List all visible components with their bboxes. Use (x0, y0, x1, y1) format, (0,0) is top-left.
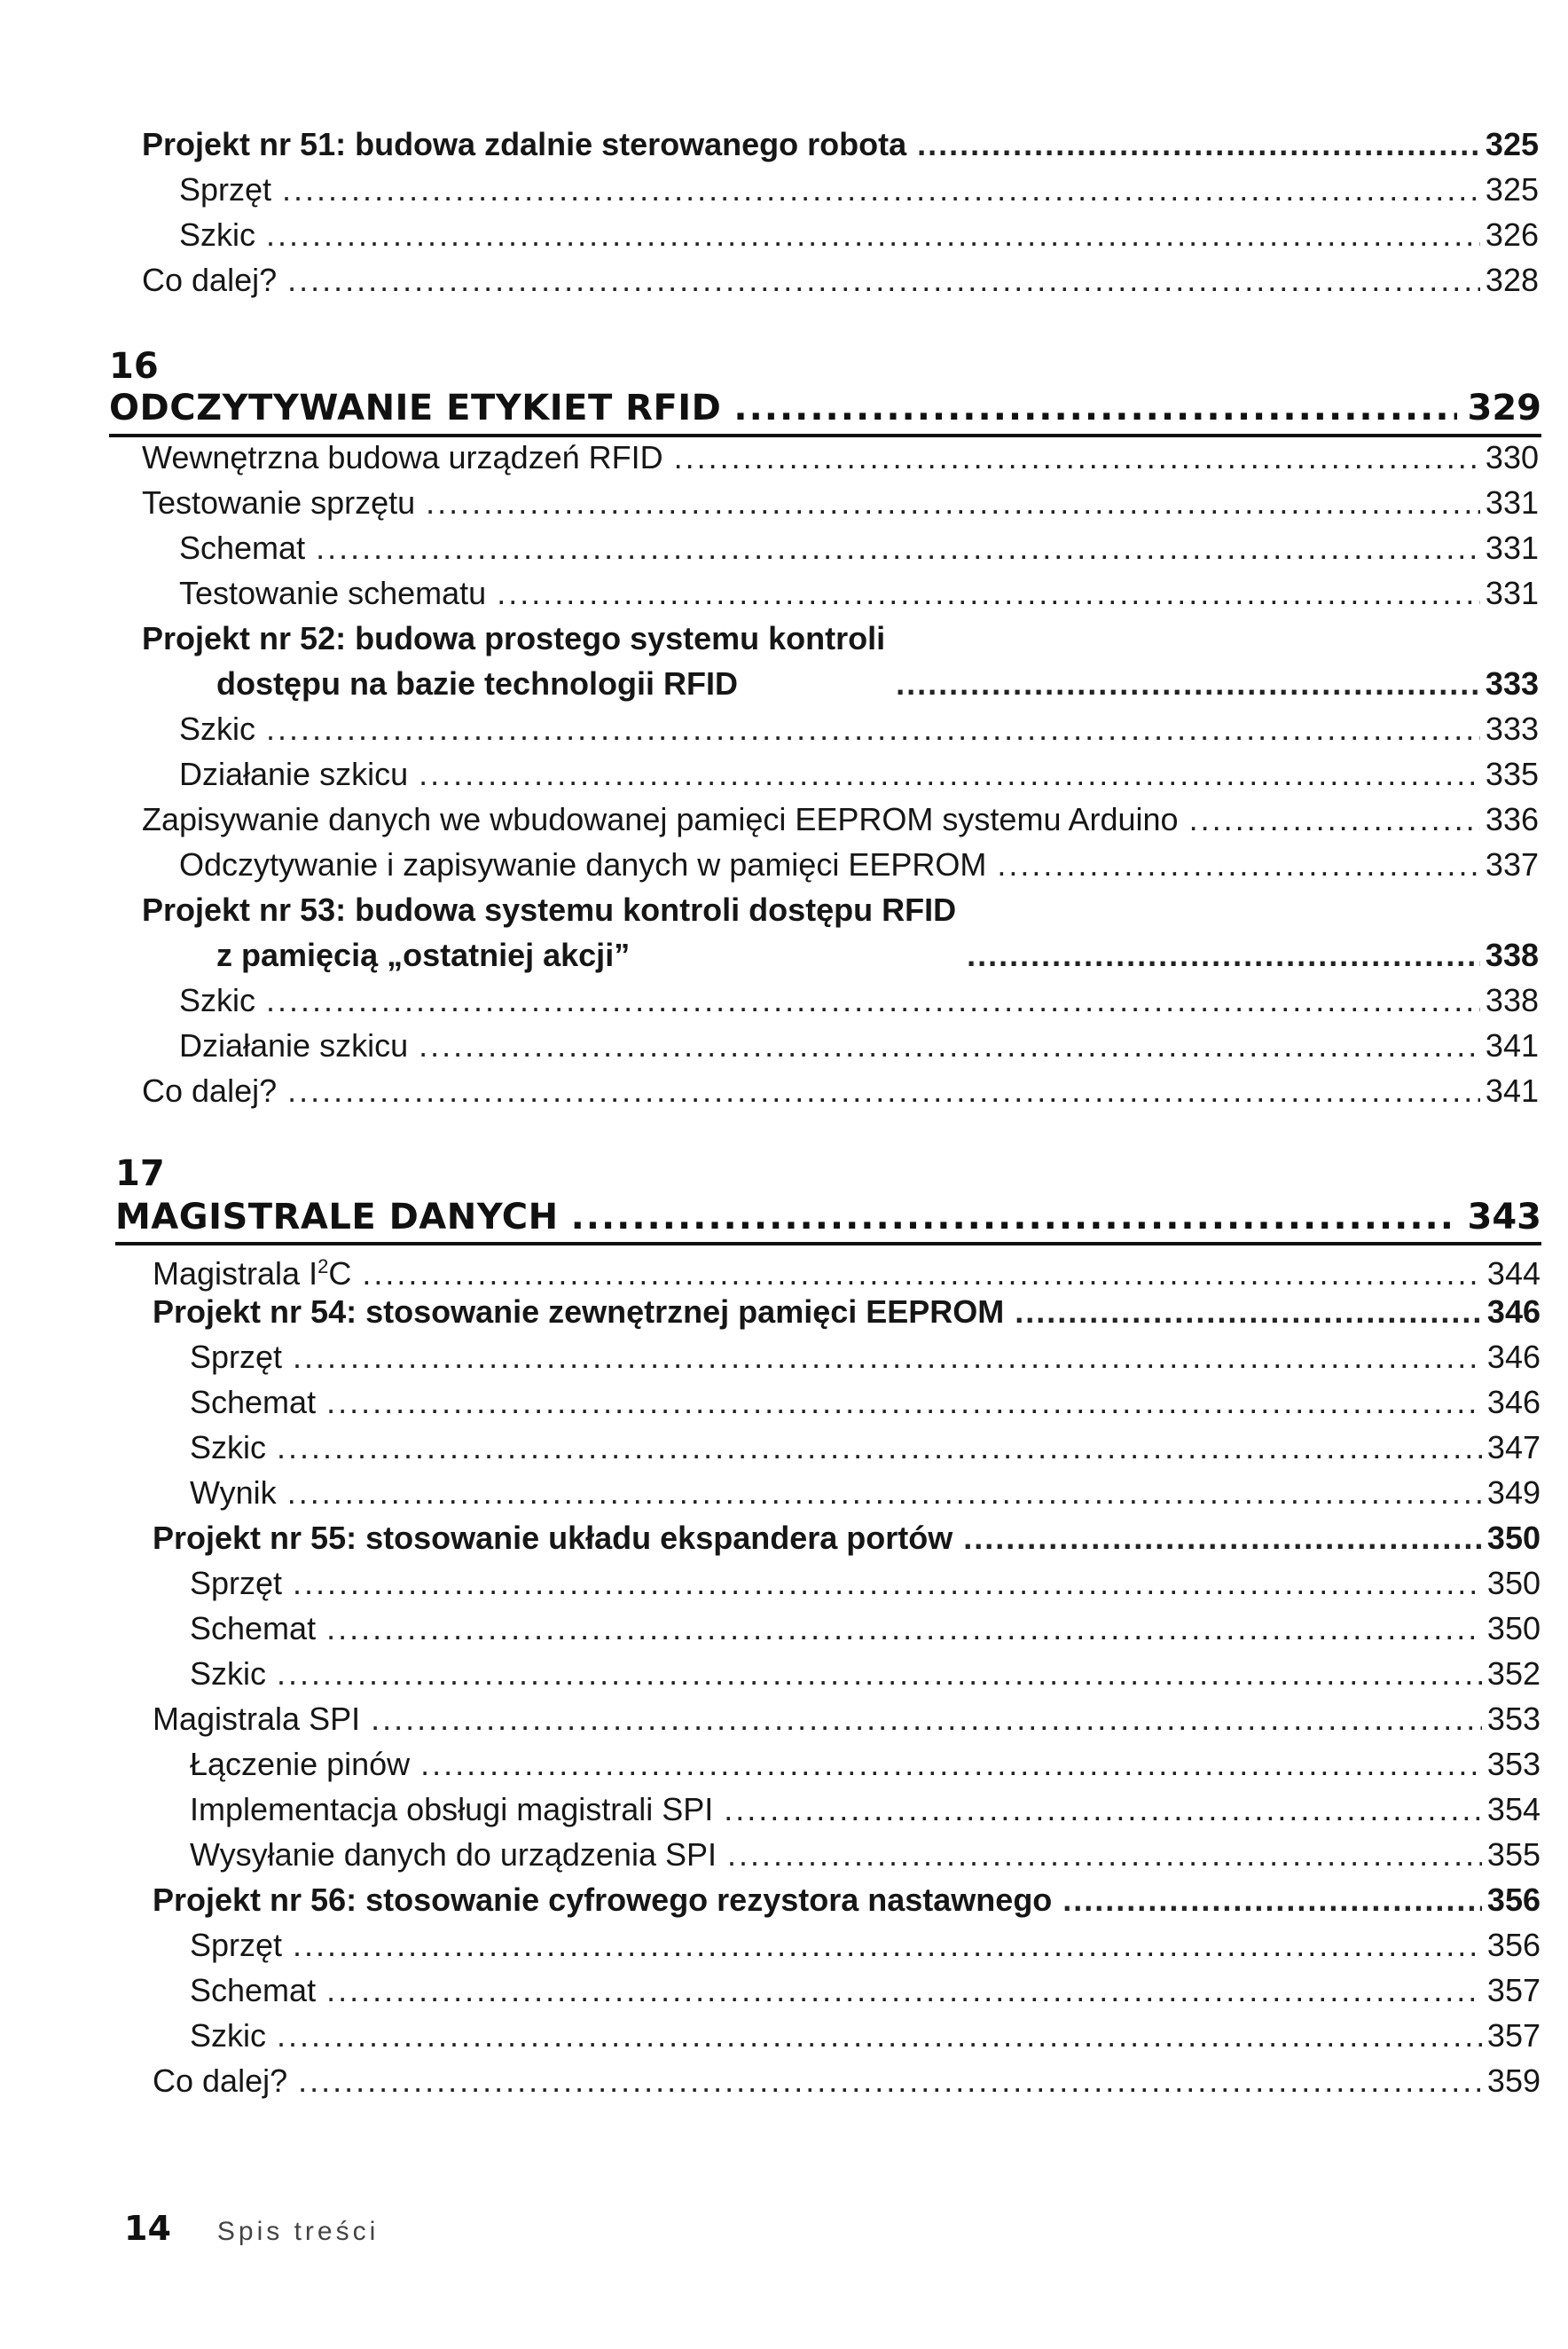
leader-dots (298, 2058, 1482, 2103)
leader-dots (426, 480, 1480, 525)
entry-title: Sprzęt (179, 171, 272, 208)
entry-title: Sprzęt (190, 1565, 283, 1601)
leader-dots (420, 1741, 1482, 1787)
entry-title: Szkic (190, 2017, 267, 2054)
leader-dots (967, 932, 1480, 978)
chapter-17-number: 17 (115, 1153, 165, 1194)
entry-title: Działanie szkicu (179, 1027, 409, 1064)
entry-title-line-1: Projekt nr 52: budowa prostego systemu kontroli (142, 620, 886, 656)
entry-title: Szkic (179, 216, 256, 253)
entry-page: 359 (1486, 2062, 1541, 2099)
toc-entry[interactable] (142, 797, 1539, 842)
entry-page: 353 (1486, 1701, 1541, 1737)
leader-dots (266, 212, 1480, 257)
toc-entry[interactable] (153, 1651, 1541, 1696)
leader-dots (917, 122, 1480, 167)
leader-dots (497, 570, 1480, 616)
entry-title: Projekt nr 55: stosowanie układu ekspandera portów (153, 1520, 953, 1556)
entry-page: 331 (1485, 530, 1539, 566)
toc-entry[interactable] (142, 842, 1539, 887)
toc-entry[interactable] (153, 1922, 1541, 1968)
toc-entry-project-53[interactable] (142, 887, 1539, 978)
entry-page: 331 (1485, 484, 1539, 521)
leader-dots (997, 842, 1480, 887)
leader-dots (326, 1606, 1482, 1651)
leader-dots (419, 751, 1480, 797)
entry-title: Odczytywanie i zapisywanie danych w pamięci EEPROM (179, 846, 987, 883)
entry-title: Schemat (190, 1384, 317, 1420)
entry-page: 354 (1486, 1791, 1541, 1827)
chapter-title: MAGISTRALE DANYCH (115, 1197, 559, 1237)
entry-title: Szkic (190, 1429, 267, 1465)
toc-entry[interactable] (153, 1560, 1541, 1606)
toc-entry[interactable] (153, 2013, 1541, 2058)
entry-title: Szkic (179, 982, 256, 1018)
entry-title-part: Magistrala I (153, 1255, 318, 1292)
toc-entry[interactable] (153, 1832, 1541, 1877)
entry-title: Co dalej? (142, 1072, 278, 1109)
leader-dots (277, 1425, 1482, 1470)
toc-entry[interactable] (142, 435, 1539, 480)
entry-title: Co dalej? (142, 262, 278, 298)
entry-page: 353 (1486, 1746, 1541, 1782)
entry-page: 344 (1486, 1255, 1541, 1292)
entry-page: 331 (1485, 575, 1539, 611)
leader-dots (282, 167, 1480, 212)
toc-entry[interactable] (142, 751, 1539, 797)
leader-dots (674, 435, 1480, 480)
entry-title: Projekt nr 56: stosowanie cyfrowego rezystora nastawnego (153, 1882, 1053, 1918)
entry-page: 357 (1486, 1972, 1541, 2008)
entry-page: 350 (1486, 1520, 1541, 1556)
entry-page: 335 (1485, 756, 1539, 792)
leader-dots (287, 257, 1480, 302)
leader-dots (1015, 1289, 1482, 1334)
entry-page: 350 (1486, 1610, 1541, 1646)
entry-title: Magistrala SPI (153, 1701, 361, 1737)
toc-entry[interactable] (153, 1379, 1541, 1425)
leader-dots (963, 1515, 1482, 1560)
entry-page: 352 (1486, 1655, 1541, 1692)
toc-entry[interactable] (142, 167, 1539, 212)
entry-title: Szkic (179, 711, 256, 747)
chapter-17-title-row[interactable] (115, 1190, 1541, 1244)
toc-entry[interactable] (153, 1787, 1541, 1832)
leader-dots (277, 2013, 1482, 2058)
entry-page: 356 (1486, 1927, 1541, 1963)
toc-entry[interactable] (153, 1334, 1541, 1379)
entry-page: 337 (1485, 846, 1539, 883)
leader-dots (266, 706, 1480, 751)
entry-page: 326 (1485, 216, 1539, 253)
entry-page: 356 (1486, 1882, 1541, 1918)
toc-section-continuation (142, 122, 1539, 302)
leader-dots (371, 1696, 1482, 1741)
toc-entry[interactable] (142, 978, 1539, 1023)
toc-section-chapter-16 (142, 435, 1539, 1113)
toc-entry-project-52[interactable] (142, 616, 1539, 706)
entry-page: 346 (1486, 1339, 1541, 1375)
toc-entry[interactable] (142, 257, 1539, 302)
leader-dots (287, 1068, 1480, 1113)
leader-dots (733, 381, 1456, 435)
toc-entry[interactable] (142, 525, 1539, 570)
page-footer (124, 2209, 379, 2248)
toc-entry[interactable] (153, 2058, 1541, 2103)
toc-entry-project-54[interactable] (153, 1289, 1541, 1334)
entry-page: 346 (1486, 1293, 1541, 1330)
entry-page: 341 (1485, 1027, 1539, 1064)
entry-title: Schemat (190, 1972, 317, 2008)
toc-entry[interactable] (142, 1068, 1539, 1113)
toc-entry[interactable] (142, 480, 1539, 525)
entry-title: Schemat (190, 1610, 317, 1646)
toc-entry[interactable] (153, 1244, 1541, 1292)
entry-title-wrap (142, 887, 956, 978)
entry-page: 357 (1486, 2017, 1541, 2054)
entry-title: Wewnętrzna budowa urządzeń RFID (142, 439, 663, 475)
entry-title: Łączenie pinów (190, 1746, 411, 1782)
entry-page: 338 (1485, 982, 1539, 1018)
entry-page: 349 (1486, 1474, 1541, 1511)
entry-title: Projekt nr 51: budowa zdalnie sterowanego robota (142, 126, 907, 162)
chapter-page: 343 (1467, 1197, 1541, 1237)
entry-page: 328 (1485, 262, 1539, 298)
toc-entry-project-51[interactable] (142, 122, 1539, 167)
entry-title: Sprzęt (190, 1927, 283, 1963)
leader-dots (1189, 797, 1480, 842)
entry-title-line-1: Projekt nr 53: budowa systemu kontroli dostępu RFID (142, 892, 957, 928)
toc-entry[interactable] (142, 570, 1539, 616)
entry-title: Co dalej? (153, 2062, 288, 2099)
chapter-16-number: 16 (109, 346, 159, 387)
leader-dots (1062, 1877, 1482, 1922)
leader-dots (277, 1651, 1482, 1696)
entry-title-line-2: dostępu na bazie technologii RFID (216, 665, 739, 702)
entry-page: 347 (1486, 1429, 1541, 1465)
toc-entry[interactable] (142, 1023, 1539, 1068)
leader-dots (316, 525, 1480, 570)
entry-title: Schemat (179, 530, 306, 566)
toc-section-chapter-17 (153, 1244, 1541, 2103)
footer-page-number: 14 (124, 2209, 171, 2248)
entry-title: Szkic (190, 1655, 267, 1692)
entry-title: Wynik (190, 1474, 277, 1511)
leader-dots (724, 1787, 1482, 1832)
toc-entry[interactable] (153, 1425, 1541, 1470)
toc-entry[interactable] (153, 1606, 1541, 1651)
leader-dots (287, 1470, 1482, 1515)
chapter-title: ODCZYTYWANIE ETYKIET RFID (109, 388, 722, 428)
entry-page: 325 (1485, 126, 1539, 162)
entry-title: Testowanie sprzętu (142, 484, 416, 521)
entry-title: Wysyłanie danych do urządzenia SPI (190, 1836, 717, 1873)
toc-entry[interactable] (153, 1470, 1541, 1515)
toc-entry-project-56[interactable] (153, 1877, 1541, 1922)
entry-page: 330 (1485, 439, 1539, 475)
leader-dots (326, 1379, 1482, 1425)
entry-page: 325 (1485, 171, 1539, 208)
leader-dots (571, 1190, 1457, 1244)
leader-dots (896, 661, 1480, 706)
footer-label: Spis treści (216, 2217, 380, 2246)
entry-title: Projekt nr 54: stosowanie zewnętrznej pamięci EEPROM (153, 1293, 1005, 1330)
leader-dots (266, 978, 1480, 1023)
entry-title: Testowanie schematu (179, 575, 487, 611)
leader-dots (293, 1334, 1482, 1379)
toc-entry[interactable] (142, 706, 1539, 751)
toc-entry[interactable] (153, 1968, 1541, 2013)
entry-title: Zapisywanie danych we wbudowanej pamięci EEPROM systemu Arduino (142, 801, 1179, 837)
toc-entry[interactable] (153, 1741, 1541, 1787)
entry-title: Działanie szkicu (179, 756, 409, 792)
toc-entry[interactable] (142, 212, 1539, 257)
chapter-16-title-row[interactable] (109, 381, 1541, 435)
leader-dots (293, 1922, 1482, 1968)
entry-page: 338 (1485, 937, 1539, 973)
entry-page: 336 (1485, 801, 1539, 837)
entry-page: 333 (1485, 711, 1539, 747)
entry-page: 333 (1485, 665, 1539, 702)
toc-entry[interactable] (153, 1696, 1541, 1741)
entry-title-part: C (328, 1255, 352, 1292)
entry-page: 341 (1485, 1072, 1539, 1109)
leader-dots (293, 1560, 1482, 1606)
leader-dots (326, 1968, 1482, 2013)
toc-entry-project-55[interactable] (153, 1515, 1541, 1560)
entry-page: 346 (1486, 1384, 1541, 1420)
superscript: 2 (318, 1255, 329, 1277)
entry-page: 355 (1486, 1836, 1541, 1873)
chapter-page: 329 (1467, 388, 1541, 428)
entry-page: 350 (1486, 1565, 1541, 1601)
leader-dots (727, 1832, 1482, 1877)
leader-dots (419, 1023, 1480, 1068)
entry-title: Implementacja obsługi magistrali SPI (190, 1791, 714, 1827)
entry-title-line-2: z pamięcią „ostatniej akcji” (216, 937, 631, 973)
entry-title-wrap (142, 616, 885, 706)
entry-title: Sprzęt (190, 1339, 283, 1375)
